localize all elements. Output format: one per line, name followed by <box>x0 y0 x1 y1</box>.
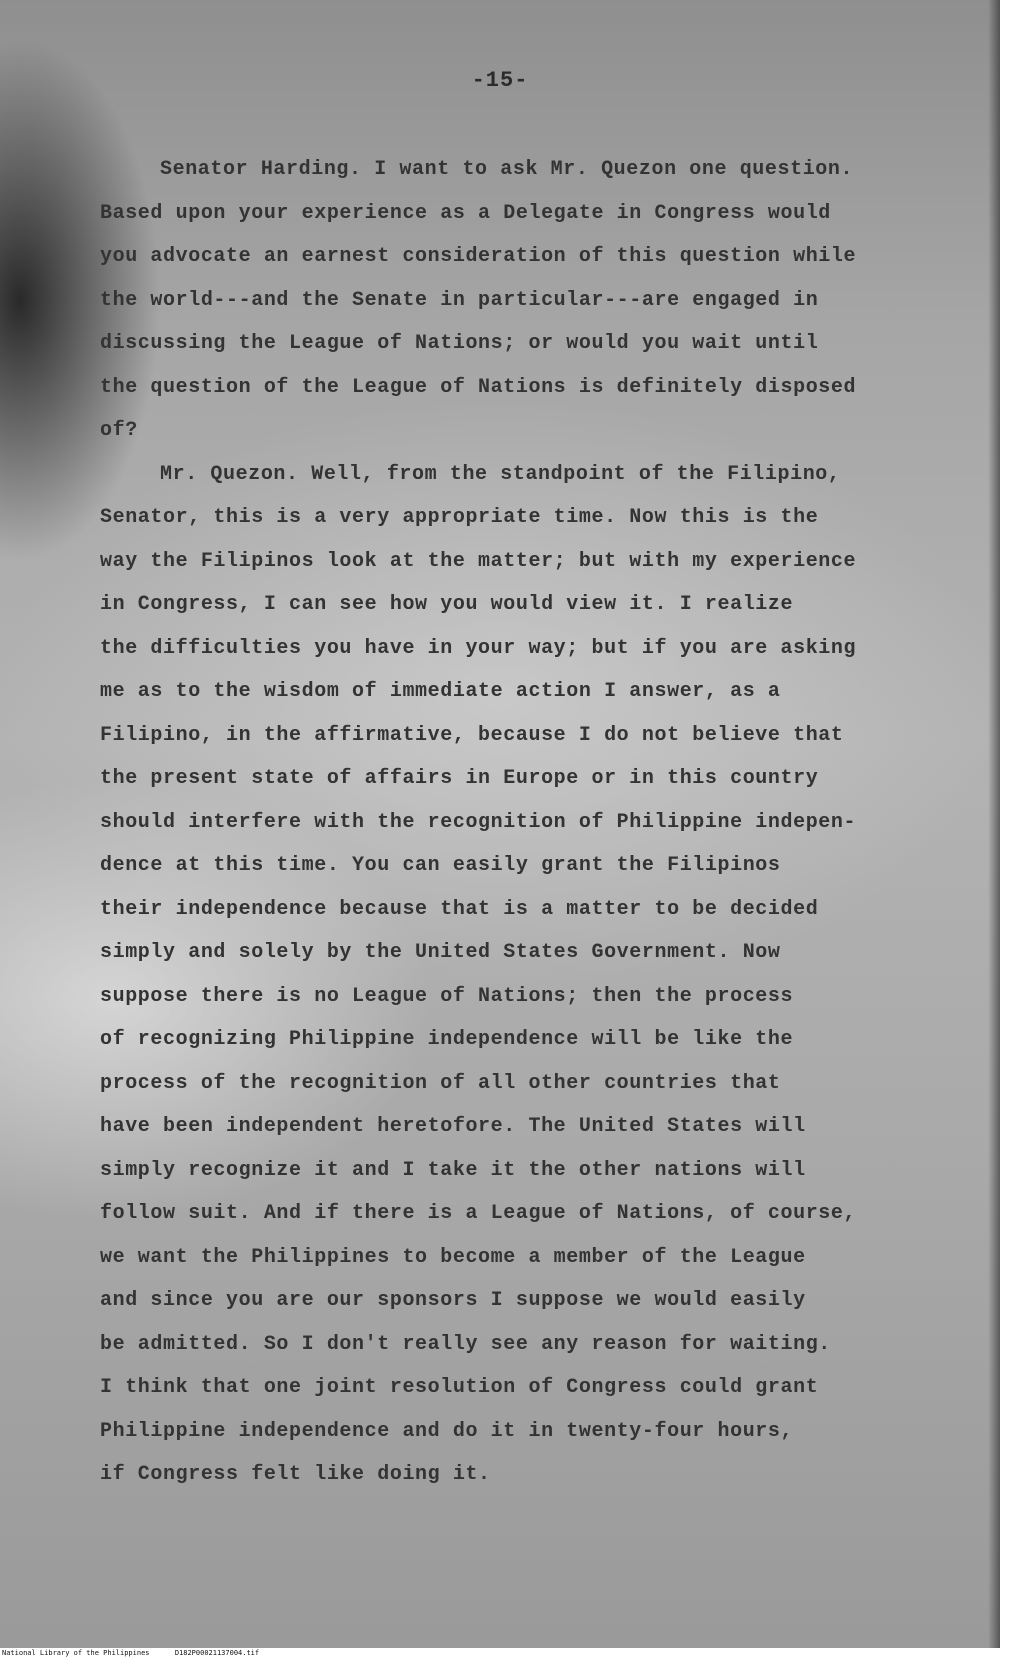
page-edge-shadow <box>988 0 1000 1648</box>
text-line: suppose there is no League of Nations; then the process <box>100 984 794 1008</box>
text-line: Senator, this is a very appropriate time. Now this is the <box>100 506 819 529</box>
text-line: be admitted. So I don't really see any reason for waiting. <box>100 1332 831 1356</box>
paragraph-quezon-answer <box>100 453 920 1497</box>
text-line: have been independent heretofore. The United States will <box>100 1115 806 1138</box>
text-line: Based upon your experience as a Delegate in Congress would <box>100 201 831 225</box>
text-line: dence at this time. You can easily grant the Filipinos <box>100 854 781 877</box>
text-line: Filipino, in the affirmative, because I do not believe that <box>100 723 844 747</box>
text-line: simply and solely by the United States Government. Now <box>100 941 781 964</box>
text-line: process of the recognition of all other countries that <box>100 1071 781 1095</box>
text-line: in Congress, I can see how you would view it. I realize <box>100 593 794 616</box>
page-number: -15- <box>471 68 529 93</box>
text-line: of recognizing Philippine independence will be like the <box>100 1028 794 1051</box>
text-line: you advocate an earnest consideration of this question while <box>100 245 857 268</box>
paragraph-harding-question <box>100 148 920 453</box>
scan-footer <box>2 1648 1009 1658</box>
text-line: their independence because that is a matter to be decided <box>100 897 819 921</box>
text-line: way the Filipinos look at the matter; but with my experience <box>100 549 857 573</box>
footer-file-id: D182P00021137004.tif <box>174 1649 260 1657</box>
text-line: I think that one joint resolution of Congress could grant <box>100 1376 819 1399</box>
text-line: me as to the wisdom of immediate action I answer, as a <box>100 680 781 703</box>
text-line: should interfere with the recognition of Philippine indepen- <box>100 810 857 834</box>
text-line: Senator Harding. I want to ask Mr. Quezon one question. <box>160 158 854 181</box>
text-line: Mr. Quezon. Well, from the standpoint of the Filipino, <box>160 462 841 486</box>
text-line: if Congress felt like doing it. <box>100 1463 491 1486</box>
text-line: simply recognize it and I take it the other nations will <box>100 1158 806 1182</box>
text-line: the difficulties you have in your way; but if you are asking <box>100 636 857 660</box>
footer-library: National Library of the Philippines <box>2 1649 150 1657</box>
document-body <box>100 148 920 1497</box>
text-line: the present state of affairs in Europe or in this country <box>100 767 819 790</box>
text-line: discussing the League of Nations; or would you wait until <box>100 332 819 355</box>
text-line: Philippine independence and do it in twenty-four hours, <box>100 1419 794 1443</box>
text-line: of? <box>100 419 138 442</box>
text-line: follow suit. And if there is a League of Nations, of course, <box>100 1202 857 1225</box>
text-line: the question of the League of Nations is definitely disposed <box>100 375 857 399</box>
text-line: and since you are our sponsors I suppose we would easily <box>100 1289 806 1312</box>
text-line: we want the Philippines to become a member of the League <box>100 1245 806 1269</box>
text-line: the world---and the Senate in particular---are engaged in <box>100 288 819 312</box>
